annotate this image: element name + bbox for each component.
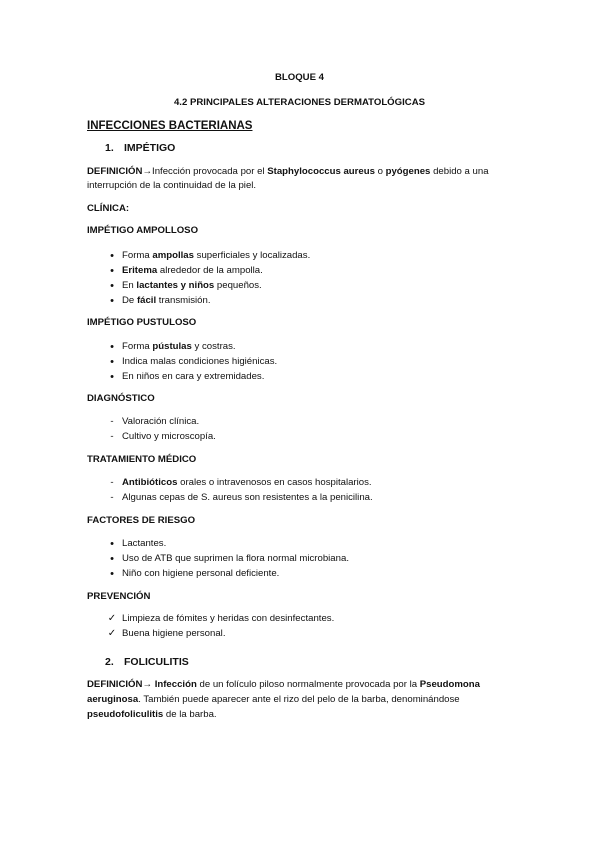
block-title: BLOQUE 4 xyxy=(274,72,325,83)
item-text: Algunas cepas de S. aureus son resistentes a la penicilina. xyxy=(122,492,373,503)
item-text: Indica malas condiciones higiénicas. xyxy=(122,356,278,367)
list-item xyxy=(122,416,199,427)
clinica-label: CLÍNICA: xyxy=(87,203,130,214)
impetigo-definition-line2: interrupción de la continuidad de la piel. xyxy=(87,180,257,191)
section-title: INFECCIONES BACTERIANAS xyxy=(87,120,253,132)
pustuloso-title: IMPÉTIGO PUSTULOSO xyxy=(87,317,197,328)
item-bold-text: Eritema xyxy=(122,265,158,276)
list-item xyxy=(122,568,279,579)
definition-text: de un folículo piloso normalmente provocada por la xyxy=(196,679,420,690)
list-item xyxy=(122,628,225,639)
list-item xyxy=(122,356,277,367)
item-text: Valoración clínica. xyxy=(122,416,200,427)
item-text: Cultivo y microscopía. xyxy=(122,431,216,442)
diagnostico-title: DIAGNÓSTICO xyxy=(87,393,155,404)
item-text: alrededor de la ampolla. xyxy=(157,265,263,276)
bullet-icon xyxy=(104,538,120,550)
factores-title: FACTORES DE RIESGO xyxy=(87,515,196,526)
list-item xyxy=(122,295,211,306)
item-text: orales o intravenosos en casos hospitalarios. xyxy=(177,477,372,488)
bullet-icon xyxy=(104,568,120,580)
item-bold-text: Antibióticos xyxy=(122,477,178,488)
definition-bold: Staphylococcus aureus xyxy=(267,166,375,177)
page-subtitle: 4.2 PRINCIPALES ALTERACIONES DERMATOLÓGICAS xyxy=(173,97,426,108)
list-item xyxy=(122,492,373,503)
definition-bold: Infección xyxy=(152,679,197,690)
definition-bold: aeruginosa xyxy=(87,694,139,705)
definition-bold: pyógenes xyxy=(385,166,431,177)
list-item xyxy=(122,553,349,564)
item-text: Forma xyxy=(122,250,153,261)
dash-marker xyxy=(104,492,120,503)
arrow-icon: → xyxy=(142,166,153,177)
list-item xyxy=(122,477,372,488)
list-item xyxy=(122,613,334,624)
definition-label: DEFINICIÓN xyxy=(87,166,143,177)
bullet-icon xyxy=(104,341,120,353)
tratamiento-title: TRATAMIENTO MÉDICO xyxy=(87,454,197,465)
impetigo-definition-line1 xyxy=(87,166,489,177)
item-text: transmisión. xyxy=(156,295,211,306)
heading-impetigo: IMPÉTIGO xyxy=(124,142,176,154)
list-item xyxy=(122,538,166,549)
bullet-icon xyxy=(104,371,120,383)
definition-text: o xyxy=(374,166,386,177)
ampolloso-title: IMPÉTIGO AMPOLLOSO xyxy=(87,225,199,236)
item-text: pequeños. xyxy=(214,280,262,291)
bullet-icon xyxy=(104,250,120,262)
list-item xyxy=(122,341,236,352)
bullet-icon xyxy=(104,356,120,368)
definition-bold: pseudofoliculitis xyxy=(87,709,164,720)
list-item xyxy=(122,250,310,261)
foliculitis-definition-line3 xyxy=(87,709,217,720)
foliculitis-definition-line1 xyxy=(87,679,480,690)
foliculitis-definition-line2 xyxy=(87,694,460,705)
bullet-icon xyxy=(104,553,120,565)
prevencion-title: PREVENCIÓN xyxy=(87,591,151,602)
item-text: y costras. xyxy=(191,341,236,352)
list-item xyxy=(122,280,262,291)
item-text: En niños en cara y extremidades. xyxy=(122,371,265,382)
item-bold-text: fácil xyxy=(136,295,157,306)
definition-text: de la barba. xyxy=(163,709,217,720)
item-bold-text: ampollas xyxy=(152,250,194,261)
item-text: Forma xyxy=(122,341,153,352)
definition-text: Infección provocada por el xyxy=(152,166,268,177)
bullet-icon xyxy=(104,280,120,292)
bullet-icon xyxy=(104,295,120,307)
item-text: Uso de ATB que suprimen la flora normal microbiana. xyxy=(122,553,349,564)
checkmark-icon xyxy=(104,613,120,624)
dash-marker xyxy=(104,431,120,442)
list-item xyxy=(122,265,263,276)
item-text: Limpieza de fómites y heridas con desinfectantes. xyxy=(122,613,335,624)
checkmark-icon xyxy=(104,628,120,639)
item-text: En xyxy=(122,280,137,291)
item-text: De xyxy=(122,295,137,306)
item-text: Buena higiene personal. xyxy=(122,628,226,639)
item-text: Niño con higiene personal deficiente. xyxy=(122,568,280,579)
item-bold-text: lactantes y niños xyxy=(136,280,215,291)
bullet-icon xyxy=(104,265,120,277)
heading-number-1: 1. xyxy=(105,142,114,154)
arrow-icon: → xyxy=(142,679,153,690)
list-item xyxy=(122,371,264,382)
definition-text: . También puede aparecer ante el rizo del pelo de la barba, denominándose xyxy=(138,694,460,705)
definition-text: debido a una xyxy=(430,166,489,177)
item-bold-text: pústulas xyxy=(152,341,192,352)
dash-marker xyxy=(104,477,120,488)
definition-bold: Pseudomona xyxy=(419,679,480,690)
heading-number-2: 2. xyxy=(105,656,114,668)
dash-marker xyxy=(104,416,120,427)
list-item xyxy=(122,431,216,442)
definition-label: DEFINICIÓN xyxy=(87,679,143,690)
item-text: superficiales y localizadas. xyxy=(193,250,311,261)
heading-foliculitis: FOLICULITIS xyxy=(124,656,189,668)
item-text: Lactantes. xyxy=(122,538,167,549)
